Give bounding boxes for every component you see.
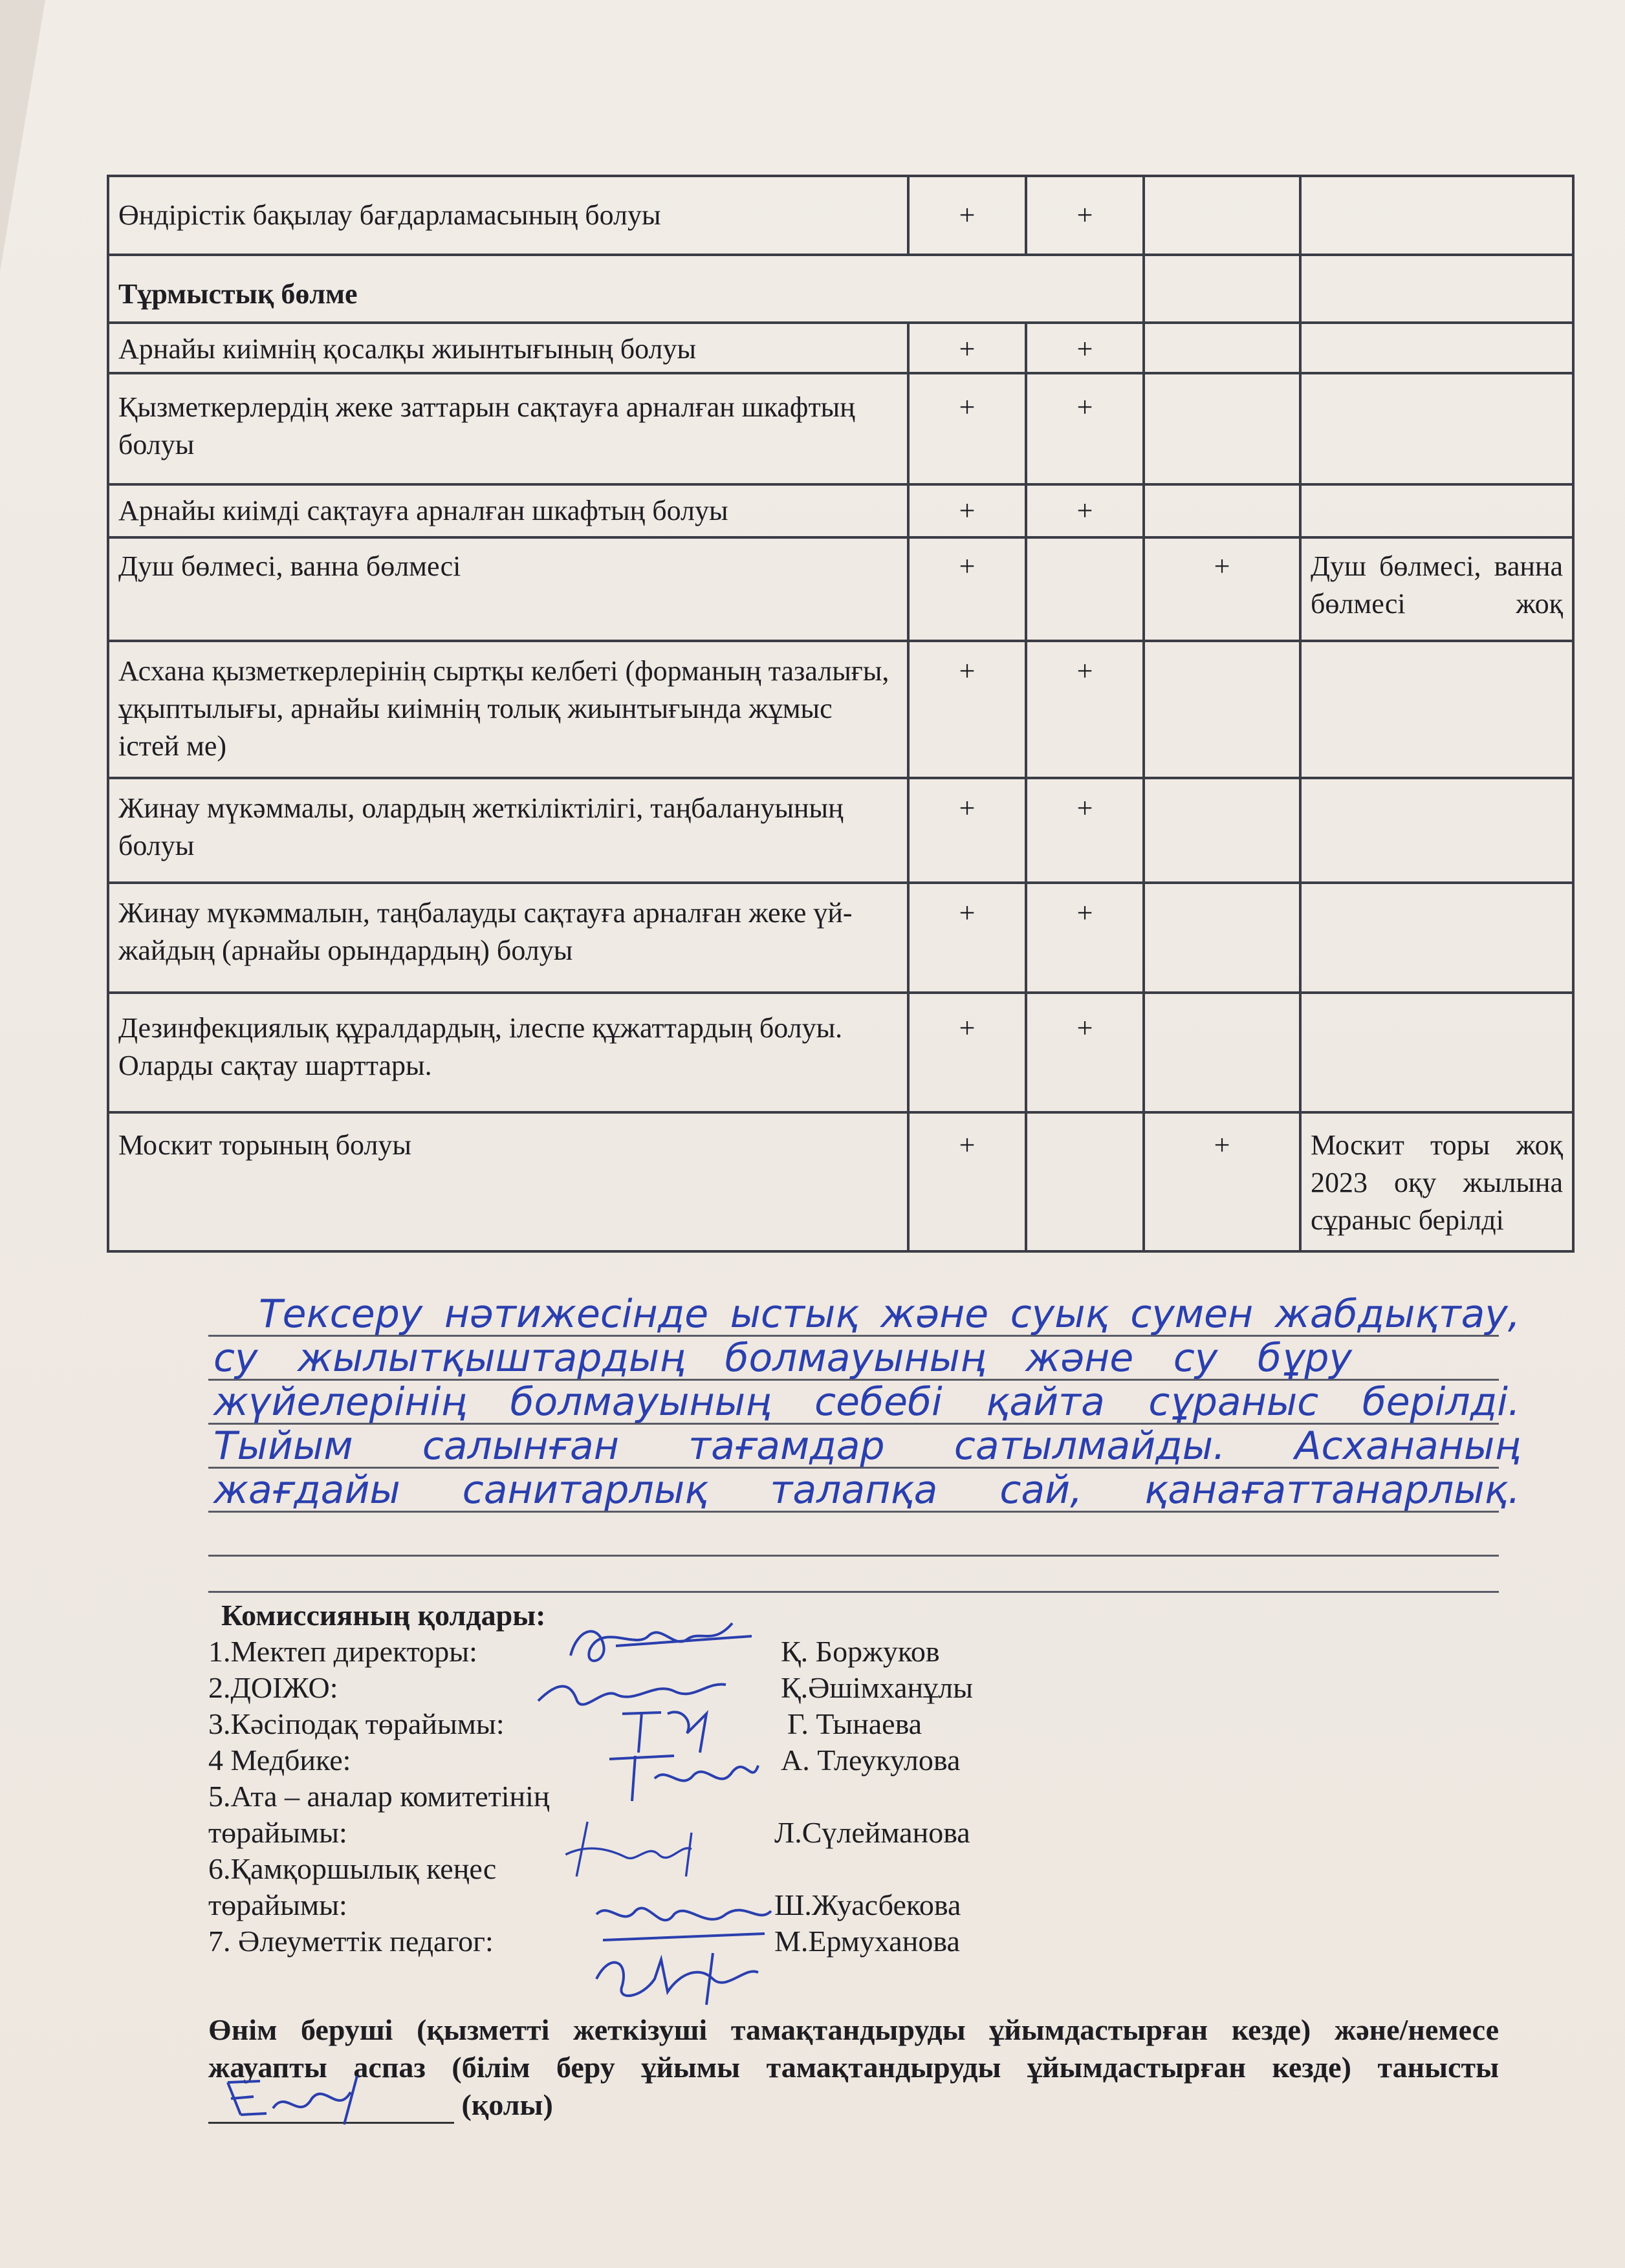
criterion-cell: Арнайы киімді сақтауға арналған шкафтың болуы [108, 484, 908, 537]
note-cell [1300, 641, 1573, 778]
section-header-row [108, 255, 1573, 323]
mark-cell [1144, 255, 1300, 323]
signature-scribble [215, 2063, 383, 2128]
criterion-cell: Дезинфекциялық құралдардың, ілеспе құжаттардың болуы. Оларды сақтау шарттары. [108, 993, 908, 1112]
mark-cell [1144, 993, 1300, 1112]
note-cell: Москит торы жоқ 2023 оқу жылына сұраныс берілді [1300, 1112, 1573, 1251]
note-cell [1300, 323, 1573, 373]
member-name: А. Тлеукулова [781, 1744, 961, 1777]
mark-cell: + [908, 1112, 1026, 1251]
note-cell [1300, 778, 1573, 883]
mark-cell [1144, 323, 1300, 373]
criterion-cell: Душ бөлмесі, ванна бөлмесі [108, 537, 908, 641]
mark-cell: + [1026, 883, 1144, 993]
member-name: Ш.Жуасбекова [774, 1888, 961, 1921]
mark-cell [1144, 484, 1300, 537]
note-cell [1300, 883, 1573, 993]
member-role: 1.Мектеп директоры: [208, 1635, 477, 1668]
mark-cell [1144, 176, 1300, 255]
table-row [108, 484, 1573, 537]
member-role: 7. Әлеуметтік педагог: [208, 1925, 494, 1958]
note-cell [1300, 993, 1573, 1112]
criterion-cell: Қызметкерлердің жеке заттарын сақтауға арналған шкафтың болуы [108, 373, 908, 484]
table-row [108, 176, 1573, 255]
criterion-cell: Москит торының болуы [108, 1112, 908, 1251]
mark-cell: + [1026, 176, 1144, 255]
member-role: 6.Қамқоршылық кеңес [208, 1852, 497, 1885]
mark-cell: + [908, 484, 1026, 537]
member-name: Л.Сүлейманова [774, 1816, 970, 1849]
mark-cell: + [1026, 641, 1144, 778]
note-cell [1300, 255, 1573, 323]
section-title: Тұрмыстық бөлме [108, 255, 1144, 323]
handwritten-conclusion [213, 1292, 1520, 1512]
mark-cell: + [908, 537, 1026, 641]
acknowledgement-block [208, 2011, 1499, 2124]
member-name: Қ.Әшімханұлы [781, 1671, 974, 1704]
mark-cell: + [908, 883, 1026, 993]
mark-cell: + [908, 373, 1026, 484]
handwritten-line: жүйелерінің болмауының себебі қайта сұраныс берілді. [213, 1379, 1520, 1425]
member-name: Қ. Боржуков [781, 1635, 940, 1668]
mark-cell [1144, 778, 1300, 883]
folded-corner [0, 0, 45, 272]
table-row [108, 641, 1573, 778]
mark-cell: + [1026, 993, 1144, 1112]
mark-cell: + [908, 323, 1026, 373]
member-role: 5.Ата – аналар комитетінің [208, 1780, 550, 1813]
note-cell [1300, 484, 1573, 537]
table-row [108, 993, 1573, 1112]
signature-label: (қолы) [461, 2088, 553, 2121]
criterion-cell: Арнайы киімнің қосалқы жиынтығының болуы [108, 323, 908, 373]
commission-title: Комиссияның қолдары: [221, 1599, 546, 1632]
mark-cell: + [1026, 323, 1144, 373]
mark-cell: + [1026, 484, 1144, 537]
table-row [108, 323, 1573, 373]
note-cell [1300, 373, 1573, 484]
mark-cell [1144, 641, 1300, 778]
handwritten-line: Тексеру нәтижесінде ыстық және суық сумен жабдықтау, [259, 1291, 1520, 1337]
handwritten-line: жағдайы санитарлық талапқа сай, қанағаттанарлық. [213, 1467, 1520, 1513]
criterion-cell: Өндірістік бақылау бағдарламасының болуы [108, 176, 908, 255]
mark-cell: + [1026, 778, 1144, 883]
mark-cell: + [1144, 537, 1300, 641]
signature-scribble [596, 1740, 765, 1811]
table-row [108, 778, 1573, 883]
mark-cell [1144, 373, 1300, 484]
table-row [108, 373, 1573, 484]
member-role: 3.Кәсіподақ төрайымы: [208, 1707, 505, 1740]
signature-scribble [538, 1811, 752, 1882]
acknowledgement-line: Өнім беруші (қызметті жеткізуші тамақтандыруды ұйымдастырған кезде) және/немесе [208, 2013, 1499, 2046]
table-row [108, 537, 1573, 641]
handwritten-line: Тыйым салынған тағамдар сатылмайды. Асхананың [213, 1423, 1520, 1469]
mark-cell: + [908, 993, 1026, 1112]
mark-cell: + [908, 641, 1026, 778]
commission-signatures [208, 1597, 1243, 1960]
ruled-line [208, 1591, 1499, 1593]
inspection-table [107, 175, 1575, 1253]
criterion-cell: Жинау мүкәммалы, олардың жеткіліктілігі, таңбалануының болуы [108, 778, 908, 883]
note-cell [1300, 176, 1573, 255]
mark-cell [1026, 1112, 1144, 1251]
member-name: М.Ермуханова [774, 1925, 960, 1958]
acknowledgement-line: жауапты аспаз (білім беру ұйымы тамақтандыруды ұйымдастырған кезде) танысты [208, 2051, 1499, 2084]
table-row [108, 1112, 1573, 1251]
member-role: төрайымы: [208, 1816, 347, 1849]
acknowledgement-signature-line [208, 2086, 1499, 2124]
mark-cell: + [908, 176, 1026, 255]
ruled-line [208, 1555, 1499, 1557]
mark-cell: + [1144, 1112, 1300, 1251]
mark-cell: + [908, 778, 1026, 883]
criterion-cell: Асхана қызметкерлерінің сыртқы келбеті (форманың тазалығы, ұқыптылығы, арнайы киімнің толық жиынтығында жұмыс істей ме) [108, 641, 908, 778]
handwritten-line: су жылытқыштардың болмауының және су бұру [213, 1335, 1352, 1381]
signature-scribble [583, 1940, 771, 2011]
mark-cell [1026, 537, 1144, 641]
table-row [108, 883, 1573, 993]
member-role: 2.ДОІЖО: [208, 1671, 338, 1704]
mark-cell [1144, 883, 1300, 993]
member-role: төрайымы: [208, 1888, 347, 1921]
member-name: Г. Тынаева [787, 1707, 922, 1740]
mark-cell: + [1026, 373, 1144, 484]
member-role: 4 Медбике: [208, 1744, 351, 1777]
note-cell: Душ бөлмесі, ванна бөлмесі жоқ [1300, 537, 1573, 641]
criterion-cell: Жинау мүкәммалын, таңбалауды сақтауға арналған жеке үй-жайдың (арнайы орындардың) болуы [108, 883, 908, 993]
